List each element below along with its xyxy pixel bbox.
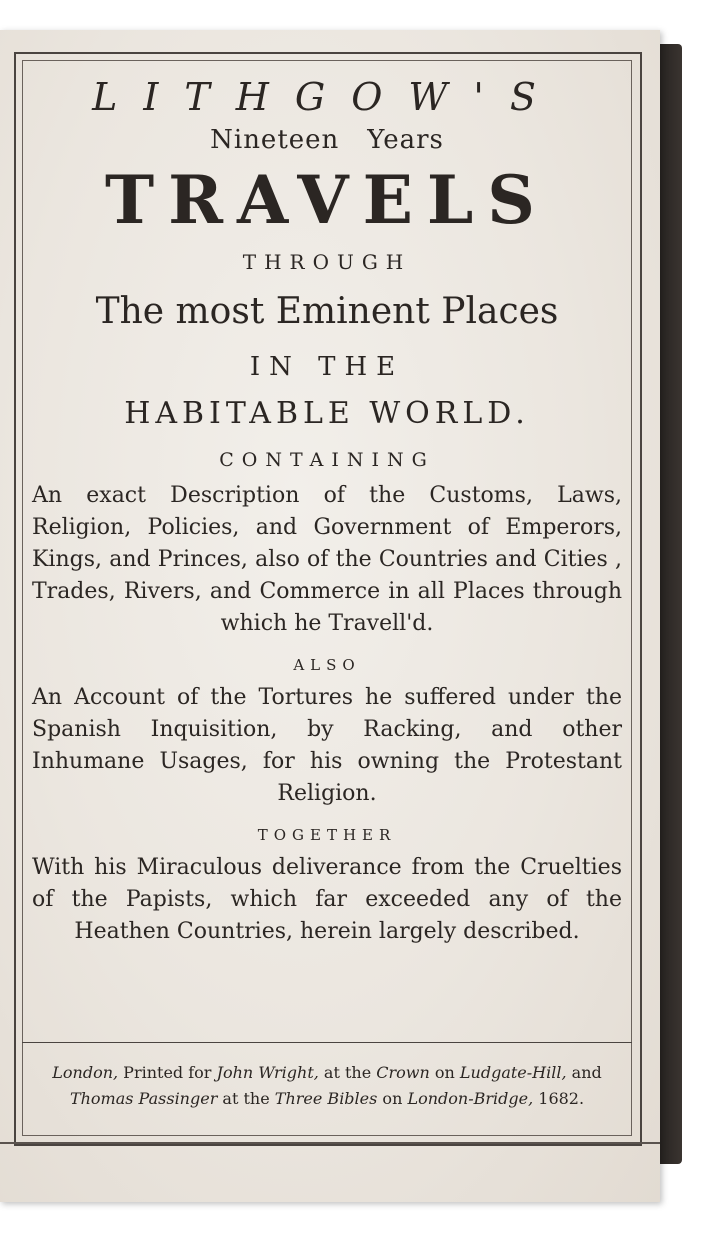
imprint-sign-1: Crown [376,1063,430,1082]
places-line: The most Eminent Places [95,291,559,332]
together-line: TOGETHER [257,826,397,844]
imprint [30,1060,624,1112]
in-the-line: IN THE [249,352,405,382]
imprint-printed-for: Printed for [118,1063,217,1082]
imprint-street-1: Ludgate-Hill, [459,1063,567,1082]
world-line: HABITABLE WORLD. [124,396,530,431]
containing-line: CONTAINING [219,449,435,471]
title-block [30,66,624,948]
description-paragraph: An exact Description of the Customs, Laws, Religion, Policies, and Government of Emperors, Kings, and Princes, also of the Countries and Cities , Trades, Rivers, and Commerce in all Places through which he Travell'd. [32,483,622,636]
account-paragraph: An Account of the Tortures he suffered under the Spanish Inquisition, by Racking, and other Inhumane Usages, for his owning the Protestant Religion. [32,685,622,806]
author-line: LITHGOW'S [92,75,562,119]
imprint-sign-2: Three Bibles [274,1089,378,1108]
years-line [30,122,624,158]
bottom-rule [0,1142,660,1144]
through-line: THROUGH [242,250,412,274]
deliverance-paragraph: With his Miraculous deliverance from the Cruelties of the Papists, which far exceeded any of the Heathen Countries, herein largely described. [32,855,622,944]
imprint-printer-2: Thomas Passinger [69,1089,218,1108]
imprint-street-2: London-Bridge, [407,1089,534,1108]
imprint-place: London, [52,1063,119,1082]
title-page [0,30,660,1202]
imprint-on-2: on [377,1089,408,1108]
imprint-line-2 [30,1086,624,1112]
imprint-at-the-1: at the [318,1063,377,1082]
travels-heading: TRAVELS [105,161,549,239]
imprint-rule [22,1042,632,1043]
imprint-and: and [566,1063,602,1082]
imprint-on-1: on [429,1063,460,1082]
imprint-year: 1682. [533,1089,585,1108]
imprint-printer-1: John Wright, [216,1063,319,1082]
imprint-line-1 [30,1060,624,1086]
also-line: ALSO [293,656,361,674]
years-word-nineteen: Nineteen [210,125,340,155]
years-word-years: Years [367,125,444,155]
imprint-at-the-2: at the [217,1089,275,1108]
